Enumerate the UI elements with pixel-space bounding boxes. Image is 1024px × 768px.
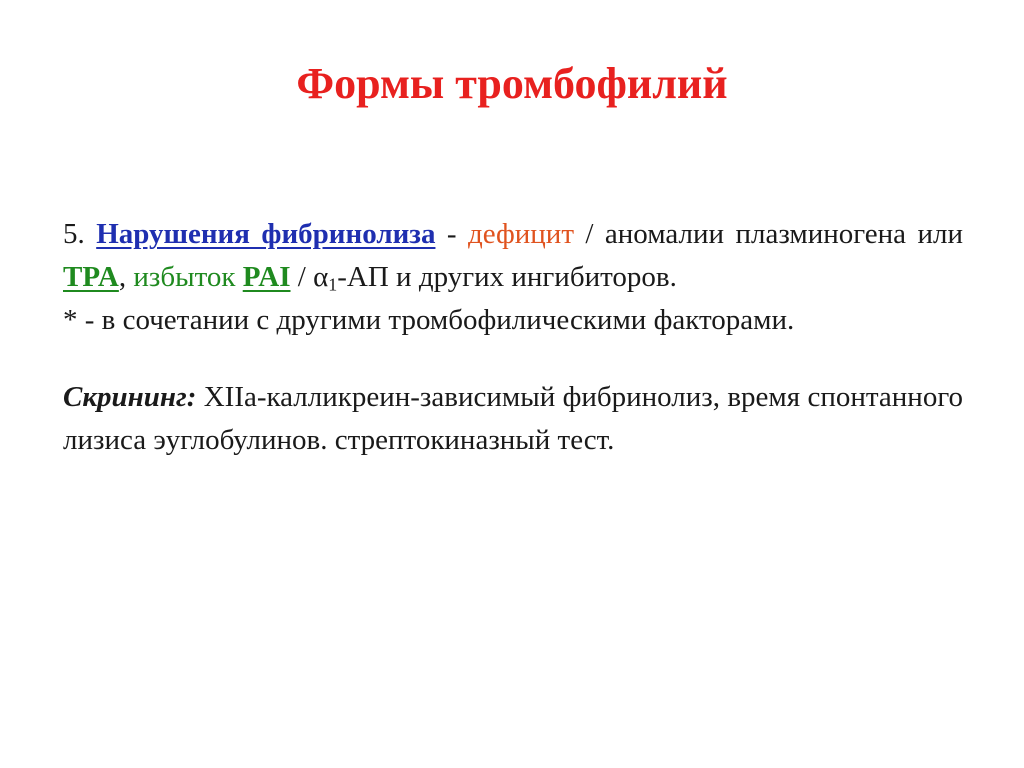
term-tpa: TPA (63, 261, 119, 293)
screening-text: XIIa-калликреин-зависимый фибринолиз, время спонтанного лизиса эуглобулинов. стрептокиназный тест. (63, 381, 963, 456)
term-pai: PAI (242, 261, 291, 293)
screening-paragraph (63, 376, 963, 462)
screening-label: Скрининг: (63, 381, 197, 413)
point-number: 5. (63, 218, 85, 250)
note-paragraph: * - в сочетании с другими тромбофилическими факторами. (63, 304, 795, 336)
term-deficit: дефицит (467, 218, 574, 250)
comma-separator: , (118, 261, 134, 293)
point-paragraph (63, 213, 963, 299)
space-separator (235, 261, 242, 293)
term-fibrinolysis-disorders: Нарушения фибринолиза (96, 218, 436, 250)
alpha-subscript: 1 (328, 274, 338, 295)
inhibitors-text: -АП и других ингибиторов. (337, 261, 677, 293)
paragraph-spacer (63, 342, 963, 376)
slide-body (63, 213, 963, 462)
dash-separator: - (435, 218, 468, 250)
slide-title: Формы тромбофилий (296, 59, 728, 108)
term-excess: избыток (133, 261, 236, 293)
plasminogen-text: / аномалии плазминогена или (574, 218, 963, 250)
alpha-text: / α (290, 261, 329, 293)
